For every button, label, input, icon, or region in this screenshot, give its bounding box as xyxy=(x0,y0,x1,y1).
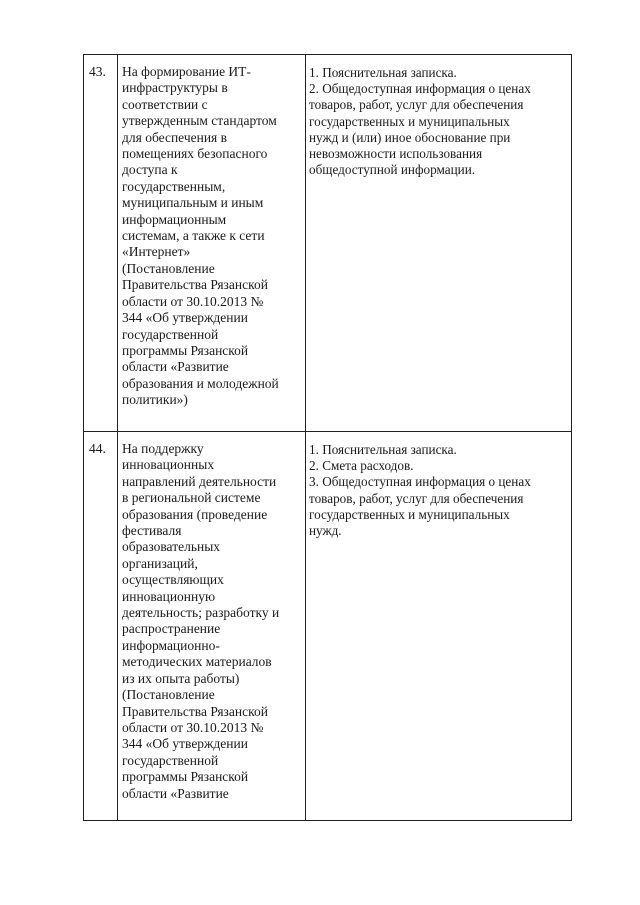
text-line: На поддержку xyxy=(122,441,204,456)
text-line: области от 30.10.2013 № xyxy=(122,719,264,735)
text-line: доступа к xyxy=(122,162,178,178)
text-line: «Интернет» xyxy=(122,244,191,260)
table-row xyxy=(84,432,572,821)
text-line: программы Рязанской xyxy=(122,342,249,358)
text-line: инновационную xyxy=(122,588,216,604)
text-line: деятельность; разработку и xyxy=(122,605,280,621)
text-line: направлений деятельности xyxy=(122,473,277,489)
text-line: распространение xyxy=(122,621,221,637)
text-line: (Постановление xyxy=(122,687,215,703)
document-item: товаров, работ, услуг для обеспечения xyxy=(309,490,524,506)
text-line: области от 30.10.2013 № xyxy=(122,293,264,309)
text-line: соответствии с xyxy=(122,96,208,112)
text-line: образовательных xyxy=(122,539,221,555)
text-line: На формирование ИТ- xyxy=(122,64,251,79)
row-number: 44. xyxy=(89,441,106,456)
text-line: из их опыта работы) xyxy=(122,670,240,686)
text-line: методических материалов xyxy=(122,654,272,670)
documents-cell xyxy=(306,432,572,821)
text-line: Правительства Рязанской xyxy=(122,277,268,293)
document-item: 2. Общедоступная информация о ценах xyxy=(309,81,531,97)
text-line: инновационных xyxy=(122,457,215,473)
text-line: системам, а также к сети xyxy=(122,228,265,244)
text-line: организаций, xyxy=(122,555,198,571)
requirements-table xyxy=(83,54,572,821)
text-line: фестиваля xyxy=(122,523,182,539)
text-line: инфраструктуры в xyxy=(122,80,228,96)
text-line: помещениях безопасного xyxy=(122,146,268,162)
text-line: образования (проведение xyxy=(122,506,268,522)
document-item: товаров, работ, услуг для обеспечения xyxy=(309,97,524,113)
text-line: государственным, xyxy=(122,178,226,194)
text-line: утвержденным стандартом xyxy=(122,113,277,129)
document-item: невозможности использования xyxy=(309,146,483,162)
document-item: 2. Смета расходов. xyxy=(309,458,414,474)
row-number: 43. xyxy=(89,64,106,79)
text-line: образования и молодежной xyxy=(122,375,279,391)
text-line: муниципальным и иным xyxy=(122,195,264,211)
description-text xyxy=(118,432,305,802)
text-line: программы Рязанской xyxy=(122,769,249,785)
text-line: государственной xyxy=(122,326,219,342)
document-item: государственных и муниципальных xyxy=(309,506,510,522)
text-line: области «Развитие xyxy=(122,359,229,375)
text-line: области «Развитие xyxy=(122,785,229,801)
documents-list xyxy=(306,432,571,539)
document-item: нужд и (или) иное обоснование при xyxy=(309,129,511,145)
text-line: для обеспечения в xyxy=(122,129,228,145)
text-line: Правительства Рязанской xyxy=(122,703,268,719)
text-line: 344 «Об утверждении xyxy=(122,736,248,752)
document-item: общедоступной информации. xyxy=(309,162,476,178)
document-item: 3. Общедоступная информация о ценах xyxy=(309,474,531,490)
document-item: 1. Пояснительная записка. xyxy=(309,442,457,457)
text-line: (Постановление xyxy=(122,260,215,276)
documents-list xyxy=(306,55,571,178)
row-number-cell xyxy=(84,432,118,821)
table-row xyxy=(84,55,572,432)
text-line: осуществляющих xyxy=(122,572,224,588)
description-cell xyxy=(118,432,306,821)
text-line: государственной xyxy=(122,752,219,768)
text-line: в региональной системе xyxy=(122,490,261,506)
document-item: 1. Пояснительная записка. xyxy=(309,65,457,80)
text-line: информационным xyxy=(122,211,227,227)
description-text xyxy=(118,55,305,409)
text-line: информационно- xyxy=(122,637,220,653)
document-item: нужд. xyxy=(309,523,342,539)
text-line: 344 «Об утверждении xyxy=(122,310,248,326)
document-item: государственных и муниципальных xyxy=(309,113,510,129)
documents-cell xyxy=(306,55,572,432)
text-line: политики») xyxy=(122,392,188,408)
description-cell xyxy=(118,55,306,432)
row-number-cell xyxy=(84,55,118,432)
